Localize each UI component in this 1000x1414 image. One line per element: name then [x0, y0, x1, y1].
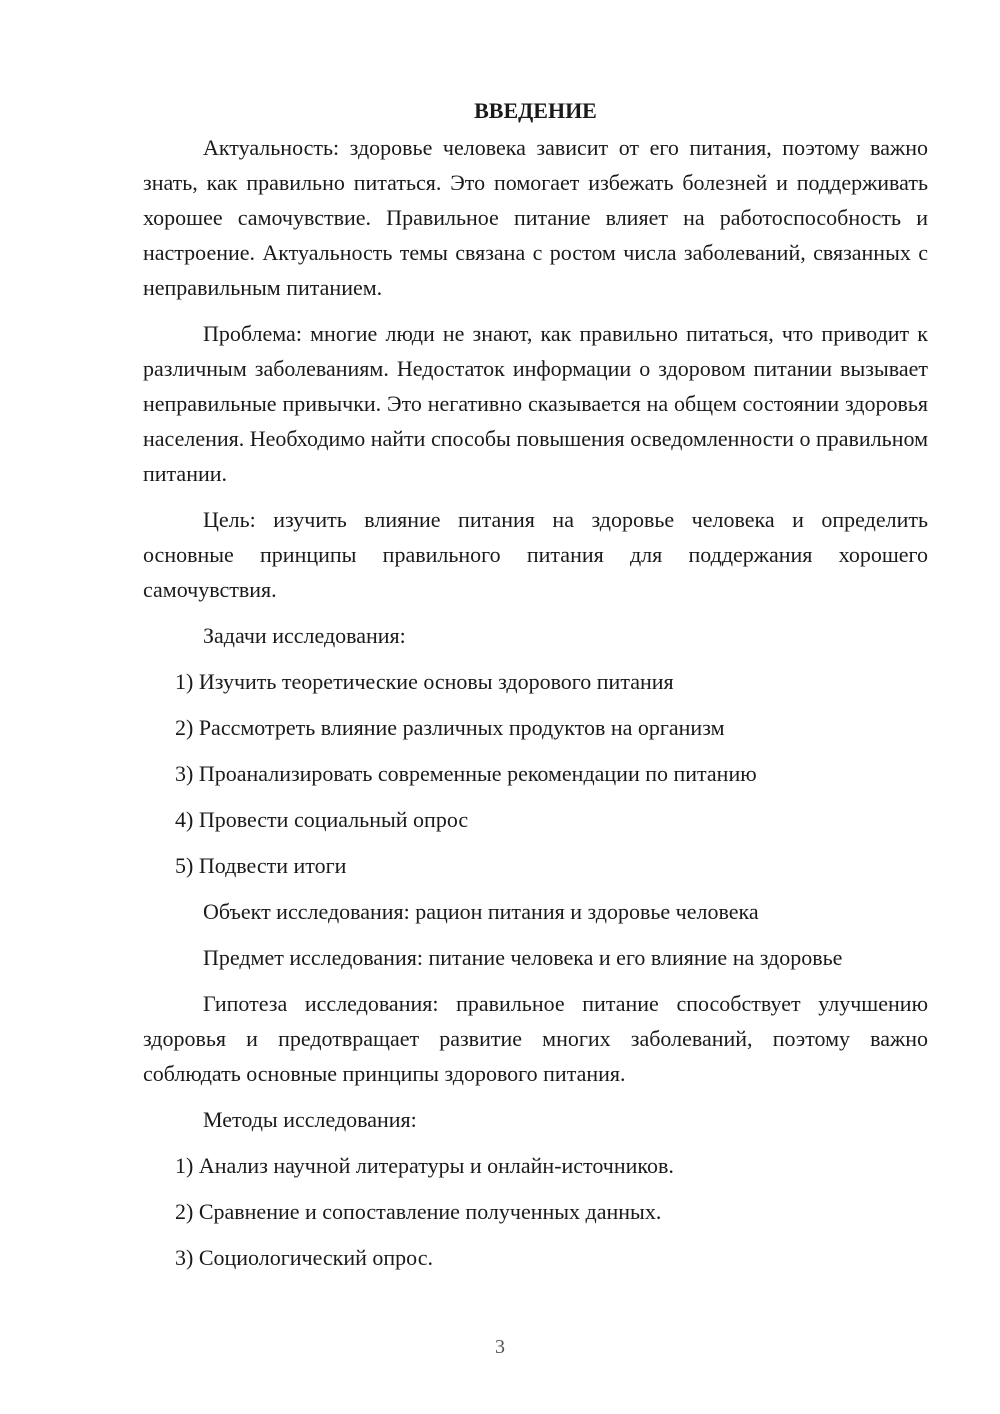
- subject-paragraph: Предмет исследования: питание человека и его влияние на здоровье: [203, 945, 843, 970]
- list-item: 5) Подвести итоги: [175, 853, 347, 878]
- list-item: 2) Сравнение и сопоставление полученных данных.: [175, 1199, 662, 1224]
- relevance-paragraph: Актуальность: здоровье человека зависит от его питания, поэтому важно знать, как правильно питаться. Это помогает избежать болезней и поддерживать хорошее самочувствие. Правильное питание влияет на работоспособность и настроение. Актуальность темы связана с ростом числа заболеваний, связанных с неправильным питанием.: [143, 135, 928, 300]
- goal-paragraph: Цель: изучить влияние питания на здоровье человека и определить основные принципы правильного питания для поддержания хорошего самочувствия.: [143, 507, 928, 602]
- list-item: 2) Рассмотреть влияние различных продуктов на организм: [175, 715, 725, 740]
- list-item: 1) Изучить теоретические основы здорового питания: [175, 669, 674, 694]
- methods-list: [143, 1148, 928, 1275]
- list-item: 3) Проанализировать современные рекомендации по питанию: [175, 761, 757, 786]
- page-content: [143, 96, 928, 1286]
- section-title: ВВЕДЕНИЕ: [474, 98, 597, 123]
- tasks-heading: Задачи исследования:: [203, 623, 406, 648]
- object-paragraph: Объект исследования: рацион питания и здоровье человека: [203, 899, 759, 924]
- list-item: 3) Социологический опрос.: [175, 1245, 433, 1270]
- hypothesis-paragraph: Гипотеза исследования: правильное питание способствует улучшению здоровья и предотвращает развитие многих заболеваний, поэтому важно соблюдать основные принципы здорового питания.: [143, 991, 928, 1086]
- list-item: 1) Анализ научной литературы и онлайн-источников.: [175, 1153, 674, 1178]
- tasks-list: [143, 664, 928, 883]
- problem-paragraph: Проблема: многие люди не знают, как правильно питаться, что приводит к различным заболеваниям. Недостаток информации о здоровом питании вызывает неправильные привычки. Это негативно сказывается на общем состоянии здоровья населения. Необходимо найти способы повышения осведомленности о правильном питании.: [143, 321, 928, 486]
- page-number: 3: [495, 1336, 505, 1358]
- methods-heading: Методы исследования:: [203, 1107, 417, 1132]
- list-item: 4) Провести социальный опрос: [175, 807, 469, 832]
